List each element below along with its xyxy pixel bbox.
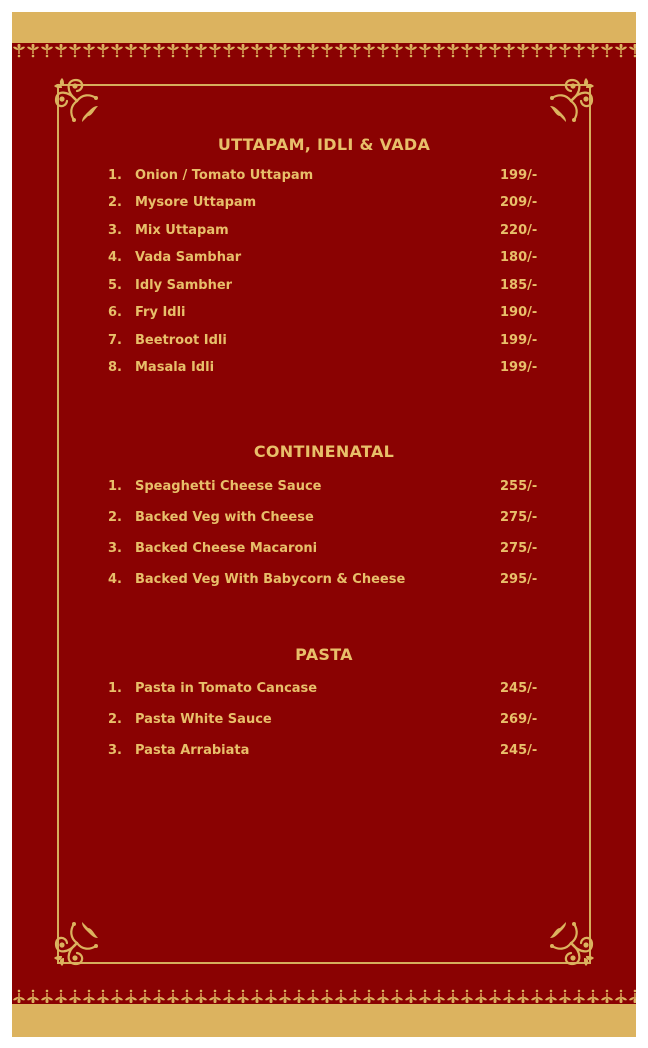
menu-item — [12, 223, 636, 243]
item-name: Onion / Tomato Uttapam — [135, 168, 314, 183]
section-title-uttapam: UTTAPAM, IDLI & VADA — [217, 135, 431, 154]
menu-page — [12, 12, 636, 1037]
menu-item — [12, 712, 636, 732]
menu-item — [12, 479, 636, 499]
menu-item — [12, 572, 636, 592]
section-title-pasta: PASTA — [295, 645, 353, 664]
item-price: 220/- — [500, 223, 538, 238]
item-price: 199/- — [500, 333, 538, 348]
menu-item — [12, 278, 636, 298]
item-name: Fry Idli — [135, 305, 186, 320]
item-name: Pasta Arrabiata — [135, 743, 250, 758]
item-number: 4. — [108, 572, 122, 587]
menu-item — [12, 195, 636, 215]
item-number: 2. — [108, 712, 122, 727]
item-price: 245/- — [500, 681, 538, 696]
section-title-continental: CONTINENATAL — [253, 442, 395, 461]
item-name: Mix Uttapam — [135, 223, 229, 238]
item-price: 185/- — [500, 278, 538, 293]
menu-item — [12, 681, 636, 701]
menu-item — [12, 305, 636, 325]
item-price: 275/- — [500, 541, 538, 556]
item-price: 180/- — [500, 250, 538, 265]
item-number: 1. — [108, 479, 122, 494]
item-name: Masala Idli — [135, 360, 215, 375]
item-name: Backed Veg With Babycorn & Cheese — [135, 572, 406, 587]
item-number: 5. — [108, 278, 122, 293]
item-price: 199/- — [500, 168, 538, 183]
item-name: Pasta in Tomato Cancase — [135, 681, 318, 696]
item-number: 6. — [108, 305, 122, 320]
item-price: 275/- — [500, 510, 538, 525]
item-number: 3. — [108, 223, 122, 238]
item-name: Backed Cheese Macaroni — [135, 541, 318, 556]
item-name: Pasta White Sauce — [135, 712, 272, 727]
item-name: Backed Veg with Cheese — [135, 510, 314, 525]
item-name: Speaghetti Cheese Sauce — [135, 479, 322, 494]
item-name: Beetroot Idli — [135, 333, 227, 348]
menu-item — [12, 360, 636, 380]
item-number: 7. — [108, 333, 122, 348]
item-price: 295/- — [500, 572, 538, 587]
item-number: 2. — [108, 195, 122, 210]
item-number: 3. — [108, 541, 122, 556]
menu-item — [12, 250, 636, 270]
fleur-scroll-icon — [542, 914, 600, 972]
item-price: 269/- — [500, 712, 538, 727]
fleur-scroll-icon — [48, 914, 106, 972]
menu-item — [12, 541, 636, 561]
item-number: 8. — [108, 360, 122, 375]
fleur-scroll-icon — [542, 72, 600, 130]
item-name: Idly Sambher — [135, 278, 233, 293]
item-name: Mysore Uttapam — [135, 195, 257, 210]
menu-item — [12, 743, 636, 763]
item-price: 245/- — [500, 743, 538, 758]
item-number: 1. — [108, 168, 122, 183]
menu-item — [12, 168, 636, 188]
top-border-pattern — [12, 40, 636, 62]
top-gold-band — [12, 12, 636, 41]
item-number: 4. — [108, 250, 122, 265]
fleur-scroll-icon — [48, 72, 106, 130]
item-number: 3. — [108, 743, 122, 758]
bottom-border-pattern — [12, 985, 636, 1007]
item-price: 255/- — [500, 479, 538, 494]
bottom-gold-band — [12, 1007, 636, 1037]
item-number: 1. — [108, 681, 122, 696]
item-number: 2. — [108, 510, 122, 525]
menu-item — [12, 333, 636, 353]
item-price: 199/- — [500, 360, 538, 375]
menu-item — [12, 510, 636, 530]
item-price: 190/- — [500, 305, 538, 320]
item-name: Vada Sambhar — [135, 250, 242, 265]
item-price: 209/- — [500, 195, 538, 210]
